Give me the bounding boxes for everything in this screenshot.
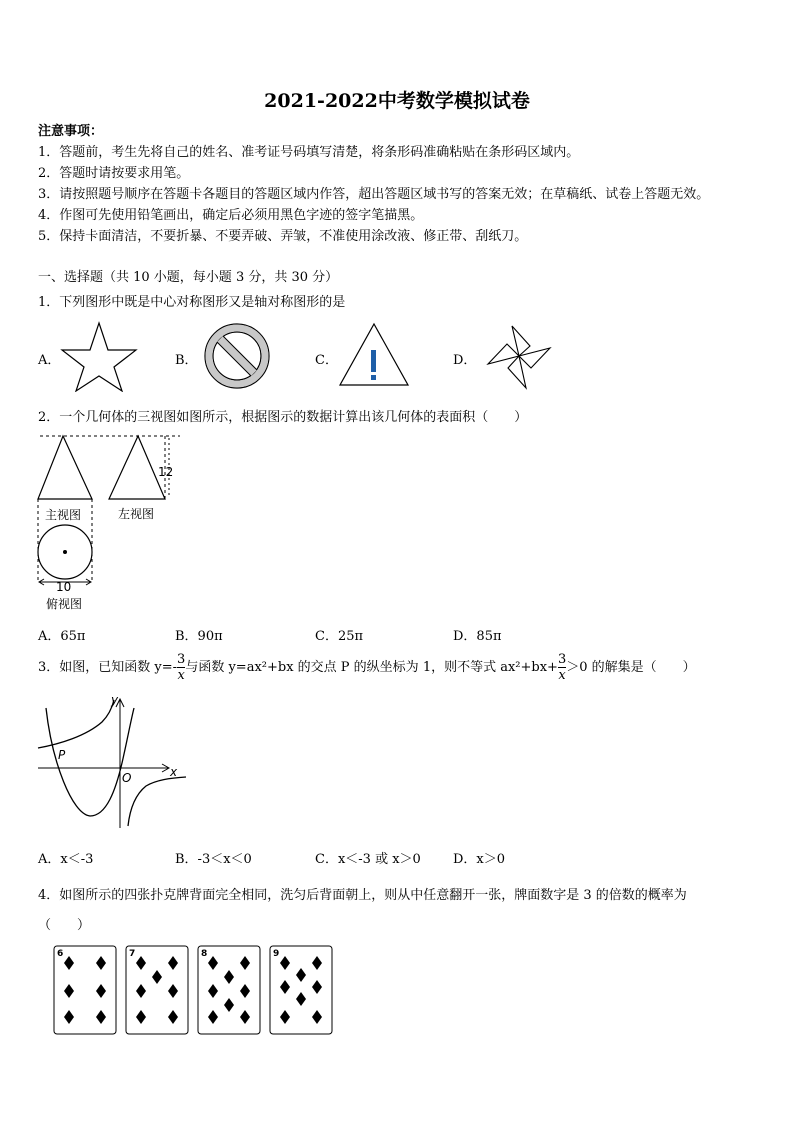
notice-item: 3．请按照题号顺序在答题卡各题目的答题区域内作答，超出答题区域书写的答案无效；在草稿纸、试卷上答题无效。: [38, 187, 710, 202]
q3-option-d: D．x＞0: [453, 852, 506, 867]
section-heading: 一、选择题（共 10 小题，每小题 3 分，共 30 分）: [38, 270, 339, 285]
q2-option-b: B．90π: [175, 629, 223, 644]
top-view-label: 俯视图: [46, 597, 83, 611]
q3-option-a: A．x＜-3: [38, 852, 94, 867]
front-view-label: 主视图: [45, 508, 82, 522]
fraction-denominator: x: [558, 668, 566, 683]
q2-option-a: A．65π: [38, 629, 86, 644]
notice-item: 2．答题时请按要求用笔。: [38, 166, 190, 181]
height-dimension-label: 12: [158, 465, 174, 479]
fraction-3-over-x: [558, 652, 566, 683]
q2-option-d: D．85π: [453, 629, 502, 644]
q1-option-d-label: D．: [453, 353, 477, 368]
card-8: [198, 946, 260, 1034]
notice-item: 1．答题前，考生先将自己的姓名、准考证号码填写清楚，将条形码准确粘贴在条形码区域内。: [38, 145, 580, 160]
card-7: [126, 946, 188, 1034]
question-1-text: 1．下列图形中既是中心对称图形又是轴对称图形的是: [38, 295, 346, 310]
card-rank-label: 7: [129, 949, 136, 959]
q3-option-c: C．x＜-3 或 x＞0: [315, 852, 421, 867]
notice-heading: 注意事项：: [38, 124, 104, 139]
warning-triangle-figure: [338, 322, 410, 388]
left-view-label: 左视图: [118, 507, 155, 521]
question-4-text: 4．如图所示的四张扑克牌背面完全相同，洗匀后背面朝上，则从中任意翻开一张，牌面数字是 3 的倍数的概率为: [38, 888, 687, 903]
question-3-text: [38, 652, 696, 683]
q1-option-b-label: B．: [175, 353, 198, 368]
star-figure: [60, 320, 138, 392]
playing-cards-figure: [50, 944, 340, 1040]
q2-option-c: C．25π: [315, 629, 364, 644]
q1-option-c-label: C．: [315, 353, 338, 368]
fraction-numerator: 3: [557, 652, 567, 667]
question-2-text: 2．一个几何体的三视图如图所示，根据图示的数据计算出该几何体的表面积（ ）: [38, 410, 528, 425]
function-graph: [36, 692, 186, 832]
diameter-dimension-label: 10: [56, 580, 72, 594]
origin-label: O: [122, 771, 132, 785]
point-p-label: P: [58, 748, 66, 762]
q3-option-b: B．-3＜x＜0: [175, 852, 252, 867]
card-rank-label: 8: [201, 949, 208, 959]
prohibition-sign-figure: [203, 322, 271, 390]
q3-text-part-c: ＞0 的解集是（ ）: [566, 660, 696, 675]
card-6: [54, 946, 116, 1034]
q3-text-part-b: 与函数 y=ax²+bx 的交点 P 的纵坐标为 1，则不等式 ax²+bx+: [185, 660, 558, 675]
question-4-paren: （ ）: [38, 918, 91, 933]
card-rank-label: 6: [57, 949, 64, 959]
y-axis-label: y: [111, 693, 119, 707]
fraction-denominator: x: [177, 668, 185, 683]
pinwheel-figure: [478, 318, 560, 396]
notice-item: 5．保持卡面清洁，不要折暴、不要弄破、弄皱，不准使用涂改液、修正带、刮纸刀。: [38, 229, 528, 244]
card-9: [270, 946, 332, 1034]
q3-text-part-a: 3．如图，已知函数 y=-: [38, 660, 178, 675]
card-rank-label: 9: [273, 949, 280, 959]
notice-item: 4．作图可先使用铅笔画出，确定后必须用黑色字迹的签字笔描黑。: [38, 208, 424, 223]
fraction-numerator: 3: [177, 652, 186, 667]
q1-option-a-label: A．: [38, 353, 61, 368]
page-title: 2021-2022中考数学模拟试卷: [264, 90, 530, 112]
x-axis-label: x: [170, 765, 178, 779]
